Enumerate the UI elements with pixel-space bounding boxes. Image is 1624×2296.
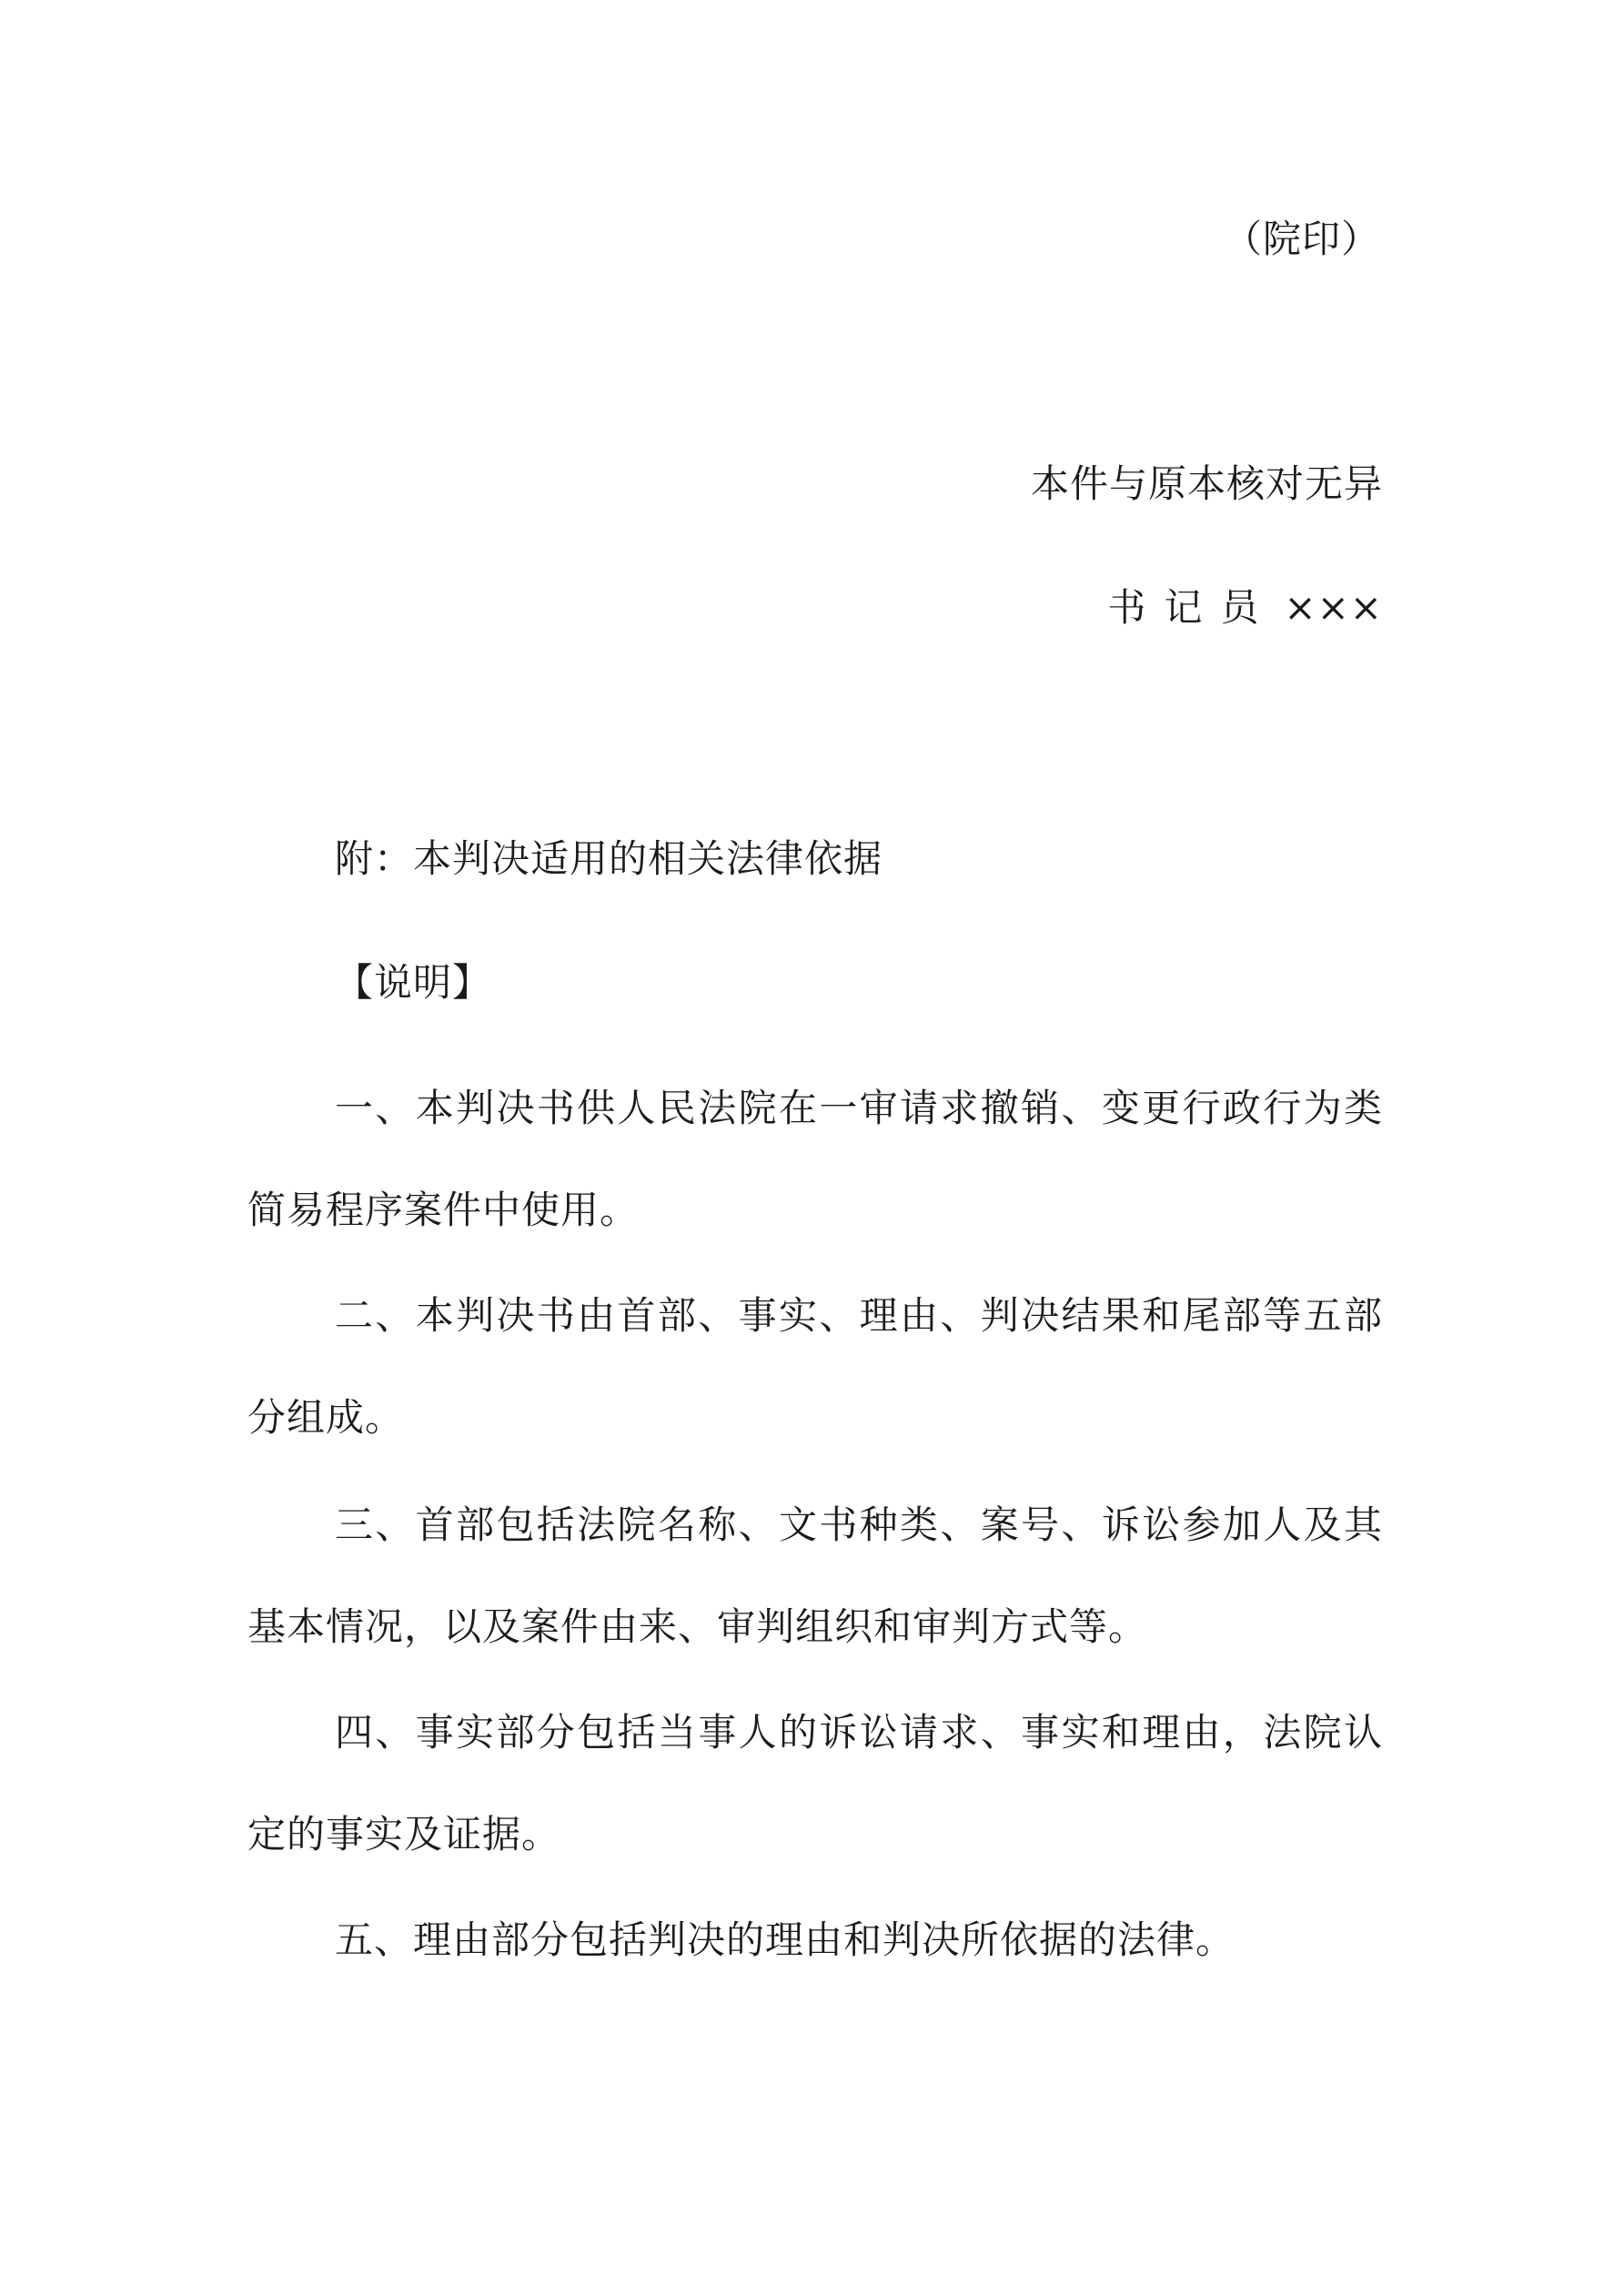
verification-note: 本件与原本核对无异 <box>1030 461 1383 506</box>
clerk-name: ××× <box>1284 585 1383 630</box>
note-paragraph-4: 四、事实部分包括当事人的诉讼请求、事实和理由，法院认定的事实及证据。 <box>247 1710 1383 1856</box>
appendix-line: 附：本判决适用的相关法律依据 <box>335 836 883 881</box>
clerk-label: 书记员 <box>1107 585 1277 630</box>
note-paragraph-2: 二、本判决书由首部、事实、理由、判决结果和尾部等五部分组成。 <box>247 1293 1383 1440</box>
clerk-signature-line <box>1107 582 1383 633</box>
note-paragraph-3: 三、首部包括法院名称、文书种类、案号、诉讼参加人及其基本情况，以及案件由来、审判组织和审判方式等。 <box>247 1502 1383 1649</box>
note-paragraph-1: 一、本判决书供人民法院在一审请求撤销、变更行政行为类简易程序案件中使用。 <box>247 1086 1383 1232</box>
court-seal-placeholder: （院印） <box>1223 217 1380 261</box>
note-heading: 【说明】 <box>335 960 492 1005</box>
note-paragraph-5: 五、理由部分包括判决的理由和判决所依据的法律。 <box>335 1917 1236 1962</box>
